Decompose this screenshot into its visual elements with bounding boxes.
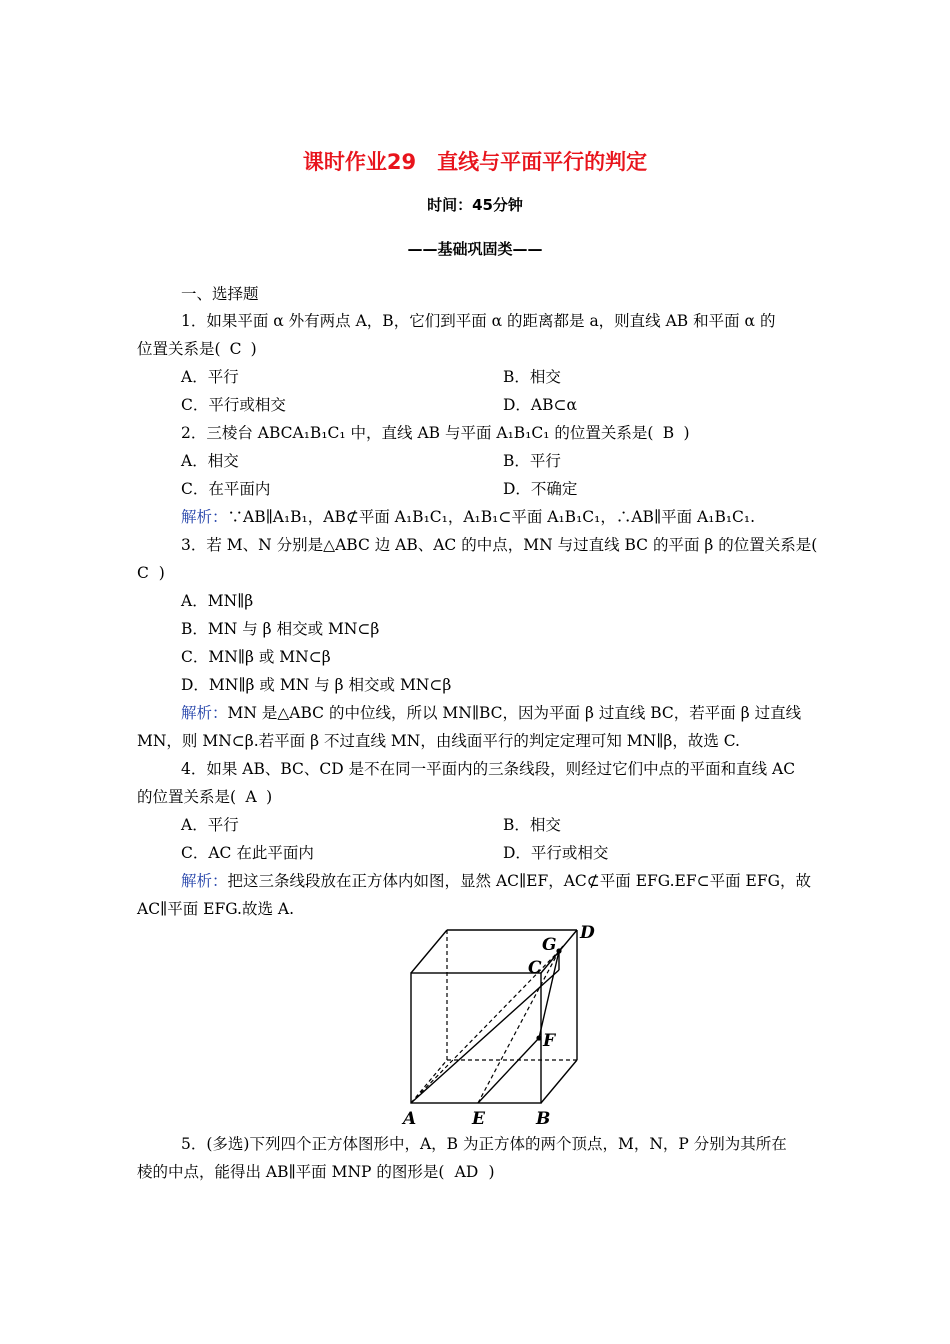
label-d: D: [580, 923, 595, 943]
part-heading: 一、选择题: [181, 285, 259, 303]
section-heading: ——基础巩固类——: [407, 240, 543, 258]
q3-option-a: A．MN∥β: [181, 592, 254, 610]
label-f: F: [543, 1031, 556, 1051]
q1-stem-text: 位置关系是(: [137, 340, 221, 358]
cube-hidden-diagonal: [411, 1060, 447, 1103]
q4-option-b: B．相交: [503, 816, 561, 834]
label-a: A: [403, 1109, 417, 1129]
q5-stem-line1: 5．(多选)下列四个正方体图形中，A，B 为正方体的两个顶点，M，N，P 分别为其所在: [181, 1135, 787, 1153]
point-g: [556, 948, 561, 953]
q4-option-d: D．平行或相交: [503, 844, 609, 862]
q2-option-a: A．相交: [181, 452, 239, 470]
q5-stem-line2: [137, 1162, 495, 1182]
q3-analysis-label: 解析：: [181, 704, 228, 722]
q1-stem-line1: 1．如果平面 α 外有两点 A，B，它们到平面 α 的距离都是 a，则直线 AB 和平面 α 的: [181, 312, 776, 330]
q4-close: ): [266, 788, 273, 806]
q3-analysis-line1: [181, 703, 801, 723]
q1-option-a: A．平行: [181, 368, 239, 386]
q2-answer: B: [662, 424, 675, 442]
segment-ac: [411, 970, 559, 1103]
label-e: E: [472, 1109, 485, 1129]
q3-stem-line2: [137, 563, 165, 583]
q2-analysis-label: 解析：: [181, 508, 228, 526]
q4-stem-text: 的位置关系是(: [137, 788, 237, 806]
q3-option-d: D．MN∥β 或 MN 与 β 相交或 MN⊂β: [181, 676, 452, 694]
segment-eg: [478, 951, 559, 1103]
q2-option-c: C．在平面内: [181, 480, 271, 498]
cube-figure: [400, 920, 600, 1130]
q5-close: ): [488, 1163, 495, 1181]
q2-analysis: [181, 507, 755, 527]
q1-option-b: B．相交: [503, 368, 561, 386]
q4-analysis-text1: 把这三条线段放在正方体内如图，显然 AC∥EF，AC⊄平面 EFG.EF⊂平面 EFG，故: [227, 872, 811, 890]
label-c: C: [528, 958, 542, 978]
q2-option-b: B．平行: [503, 452, 561, 470]
label-g: G: [542, 935, 557, 955]
q4-analysis-label: 解析：: [181, 872, 228, 890]
q3-analysis-text1: MN 是△ABC 的中位线，所以 MN∥BC，因为平面 β 过直线 BC，若平面 β 过直线: [227, 704, 802, 722]
q3-option-c: C．MN∥β 或 MN⊂β: [181, 648, 331, 666]
q5-stem-text: 棱的中点，能得出 AB∥平面 MNP 的图形是(: [137, 1163, 445, 1181]
q2-stem-text: 2．三棱台 ABCA₁B₁C₁ 中，直线 AB 与平面 A₁B₁C₁ 的位置关系是(: [181, 424, 654, 442]
q1-option-d: D．AB⊂α: [503, 396, 577, 414]
q4-option-c: C．AC 在此平面内: [181, 844, 314, 862]
q2-option-d: D．不确定: [503, 480, 578, 498]
cube-front-face: [411, 973, 541, 1103]
time-limit: 时间：45分钟: [427, 196, 523, 214]
q1-option-c: C．平行或相交: [181, 396, 286, 414]
cube-edge-top-left: [411, 930, 447, 973]
q2-close: ): [683, 424, 690, 442]
q1-stem-line2: [137, 339, 257, 359]
q4-stem-line1: 4．如果 AB、BC、CD 是不在同一平面内的三条线段，则经过它们中点的平面和直线 AC: [181, 760, 796, 778]
segment-ef: [478, 1038, 539, 1103]
point-f: [536, 1035, 541, 1040]
q5-answer: AD: [454, 1163, 479, 1181]
q1-close: ): [250, 340, 257, 358]
q1-answer: C: [229, 340, 242, 358]
q4-answer: A: [245, 788, 257, 806]
q3-answer: C: [137, 564, 149, 582]
q2-stem: [181, 423, 690, 443]
q3-stem-line1: 3．若 M、N 分别是△ABC 边 AB、AC 的中点，MN 与过直线 BC 的平面 β 的位置关系是(: [181, 536, 818, 554]
q3-option-b: B．MN 与 β 相交或 MN⊂β: [181, 620, 380, 638]
q4-stem-line2: [137, 787, 272, 807]
q2-analysis-text: ∵AB∥A₁B₁，AB⊄平面 A₁B₁C₁，A₁B₁⊂平面 A₁B₁C₁，∴AB∥平面 A₁B₁C₁.: [227, 508, 756, 526]
q3-analysis-line2: MN，则 MN⊂β.若平面 β 不过直线 MN，由线面平行的判定定理可知 MN∥β，故选 C.: [137, 732, 740, 750]
q4-analysis-line1: [181, 871, 811, 891]
q3-close: ): [158, 564, 165, 582]
q4-option-a: A．平行: [181, 816, 239, 834]
page-title: 课时作业29 直线与平面平行的判定: [302, 150, 648, 174]
q4-analysis-line2: AC∥平面 EFG.故选 A.: [137, 900, 295, 918]
cube-edge-bottom-right: [541, 1060, 577, 1103]
label-b: B: [536, 1109, 551, 1129]
